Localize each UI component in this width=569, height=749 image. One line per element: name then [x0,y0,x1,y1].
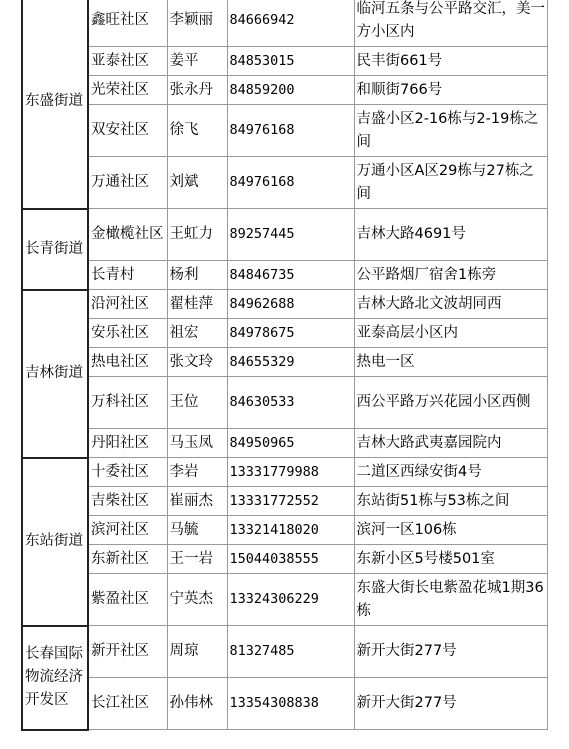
table-row [22,47,547,76]
community-name-cell: 丹阳社区 [88,429,167,458]
community-contact-table [21,0,548,731]
table-row [22,105,547,157]
community-name-cell: 亚泰社区 [88,47,167,76]
phone-number-cell: 84859200 [227,76,354,105]
phone-number-cell: 84962688 [227,290,354,319]
contact-person-cell: 王虹力 [167,209,227,261]
community-name-cell: 长江社区 [88,678,167,730]
table-row [22,261,547,290]
street-name-cell: 长青街道 [22,209,88,290]
community-name-cell: 吉柴社区 [88,487,167,516]
contact-person-cell: 马玉凤 [167,429,227,458]
address-cell: 新开大街277号 [354,626,547,678]
table-row [22,516,547,545]
address-cell: 东站街51栋与53栋之间 [354,487,547,516]
phone-number-cell: 13321418020 [227,516,354,545]
address-cell: 热电一区 [354,348,547,377]
community-name-cell: 万科社区 [88,377,167,429]
community-name-cell: 双安社区 [88,105,167,157]
table-row [22,678,547,730]
phone-number-cell: 84976168 [227,157,354,209]
contact-person-cell: 张文玲 [167,348,227,377]
table-row [22,319,547,348]
contact-person-cell: 崔丽杰 [167,487,227,516]
phone-number-cell: 13354308838 [227,678,354,730]
address-cell: 民丰街661号 [354,47,547,76]
street-name-cell: 长春国际物流经济开发区 [22,626,88,730]
phone-number-cell: 84976168 [227,105,354,157]
address-cell: 临河五条与公平路交汇，美一方小区内 [354,0,547,47]
contact-person-cell: 翟桂萍 [167,290,227,319]
phone-number-cell: 84950965 [227,429,354,458]
contact-person-cell: 徐飞 [167,105,227,157]
community-name-cell: 滨河社区 [88,516,167,545]
address-cell: 东盛大街长电紫盈花城1期36栋 [354,574,547,626]
address-cell: 公平路烟厂宿舍1栋旁 [354,261,547,290]
contact-person-cell: 王一岩 [167,545,227,574]
table-row [22,458,547,487]
phone-number-cell: 13331772552 [227,487,354,516]
phone-number-cell: 81327485 [227,626,354,678]
community-name-cell: 东新社区 [88,545,167,574]
table-row [22,348,547,377]
community-name-cell: 热电社区 [88,348,167,377]
contact-person-cell: 马毓 [167,516,227,545]
phone-number-cell: 84846735 [227,261,354,290]
address-cell: 亚泰高层小区内 [354,319,547,348]
table-row [22,0,547,47]
address-cell: 新开大街277号 [354,678,547,730]
community-name-cell: 沿河社区 [88,290,167,319]
table-row [22,487,547,516]
contact-person-cell: 宁英杰 [167,574,227,626]
contact-person-cell: 祖宏 [167,319,227,348]
phone-number-cell: 84666942 [227,0,354,47]
address-cell: 西公平路万兴花园小区西侧 [354,377,547,429]
community-name-cell: 金橄榄社区 [88,209,167,261]
phone-number-cell: 13324306229 [227,574,354,626]
street-name-cell: 东站街道 [22,458,88,626]
table-row [22,290,547,319]
street-name-cell: 吉林街道 [22,290,88,458]
street-name-cell: 东盛街道 [22,0,88,209]
address-cell: 和顺街766号 [354,76,547,105]
phone-number-cell: 84853015 [227,47,354,76]
address-cell: 二道区西绿安街4号 [354,458,547,487]
address-cell: 东新小区5号楼501室 [354,545,547,574]
contact-person-cell: 杨利 [167,261,227,290]
phone-number-cell: 89257445 [227,209,354,261]
phone-number-cell: 13331779988 [227,458,354,487]
address-cell: 吉林大路4691号 [354,209,547,261]
community-name-cell: 十委社区 [88,458,167,487]
community-name-cell: 长青村 [88,261,167,290]
contact-person-cell: 刘斌 [167,157,227,209]
address-cell: 万通小区A区29栋与27栋之间 [354,157,547,209]
table-row [22,157,547,209]
community-name-cell: 万通社区 [88,157,167,209]
community-name-cell: 鑫旺社区 [88,0,167,47]
community-name-cell: 新开社区 [88,626,167,678]
contact-person-cell: 王位 [167,377,227,429]
phone-number-cell: 84978675 [227,319,354,348]
community-name-cell: 光荣社区 [88,76,167,105]
table-row [22,545,547,574]
contact-person-cell: 李岩 [167,458,227,487]
phone-number-cell: 84630533 [227,377,354,429]
address-cell: 吉林大路武夷嘉园院内 [354,429,547,458]
phone-number-cell: 15044038555 [227,545,354,574]
contact-person-cell: 孙伟林 [167,678,227,730]
contact-person-cell: 姜平 [167,47,227,76]
table-row [22,76,547,105]
table-row [22,429,547,458]
address-cell: 滨河一区106栋 [354,516,547,545]
table-row [22,377,547,429]
contact-person-cell: 周琼 [167,626,227,678]
table-row [22,574,547,626]
address-cell: 吉盛小区2-16栋与2-19栋之间 [354,105,547,157]
address-cell: 吉林大路北文波胡同西 [354,290,547,319]
community-name-cell: 安乐社区 [88,319,167,348]
community-name-cell: 紫盈社区 [88,574,167,626]
table-row [22,209,547,261]
contact-person-cell: 张永丹 [167,76,227,105]
phone-number-cell: 84655329 [227,348,354,377]
table-body [22,0,547,730]
table-row [22,626,547,678]
contact-person-cell: 李颖丽 [167,0,227,47]
